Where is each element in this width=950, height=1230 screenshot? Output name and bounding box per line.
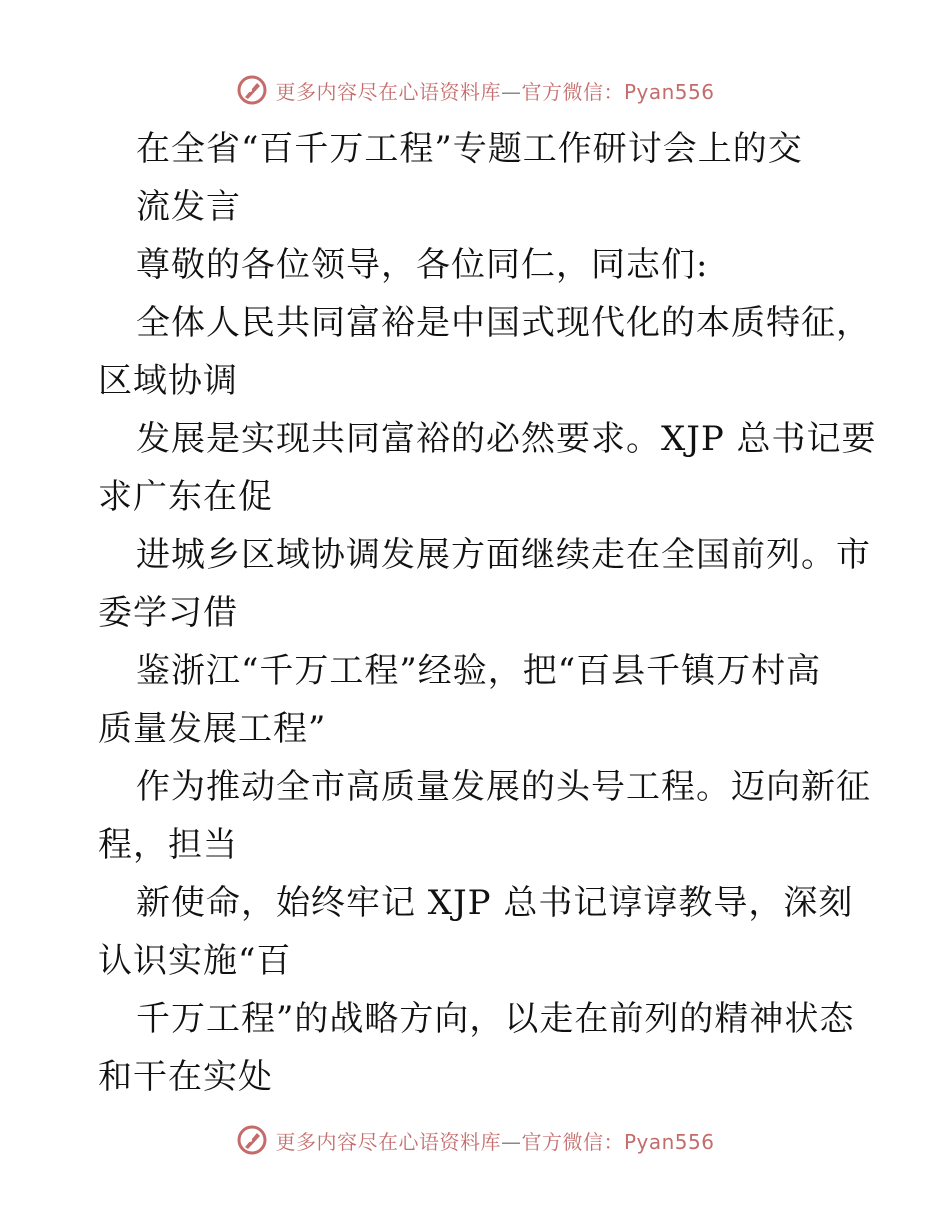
text-line: 进城乡区域协调发展方面继续走在全国前列。市 [136,535,871,575]
text-line: 区域协调 [98,361,238,401]
text-line: 新使命，始终牢记 XJP 总书记谆谆教导，深刻 [136,883,854,923]
footer-brand: 更多内容尽在心语资料库 [275,1129,501,1154]
text-line: 和干在实处 [98,1057,273,1097]
text-line: 质量发展工程” [98,709,327,749]
text-line: 发展是实现共同富裕的必然要求。XJP 总书记要 [136,419,877,459]
text-line: 委学习借 [98,593,238,633]
text-line: 鉴浙江“千万工程”经验，把“百县千镇万村高 [136,651,822,691]
text-line: 认识实施“百 [98,941,292,981]
text-line: 在全省“百千万工程”专题工作研讨会上的交 [136,129,803,169]
pen-logo-icon [235,1123,269,1157]
header-wechat: 官方微信：Pyan556 [521,79,715,104]
footer-banner [0,1120,950,1160]
text-line: 求广东在促 [98,477,273,517]
pen-logo-icon [235,73,269,107]
text-line: 尊敬的各位领导，各位同仁，同志们: [136,245,709,285]
footer-separator: — [500,1129,522,1154]
document-body [98,120,877,1106]
text-line: 程，担当 [98,825,238,865]
text-line: 千万工程”的战略方向，以走在前列的精神状态 [136,999,855,1039]
header-separator: — [500,79,522,104]
footer-wechat: 官方微信：Pyan556 [521,1129,715,1154]
header-banner [0,70,950,110]
footer-banner-text [275,1126,714,1155]
header-banner-text [275,76,714,105]
text-line: 流发言 [136,187,241,227]
text-line: 全体人民共同富裕是中国式现代化的本质特征， [136,303,871,343]
header-brand: 更多内容尽在心语资料库 [275,79,501,104]
text-line: 作为推动全市高质量发展的头号工程。迈向新征 [136,767,871,807]
